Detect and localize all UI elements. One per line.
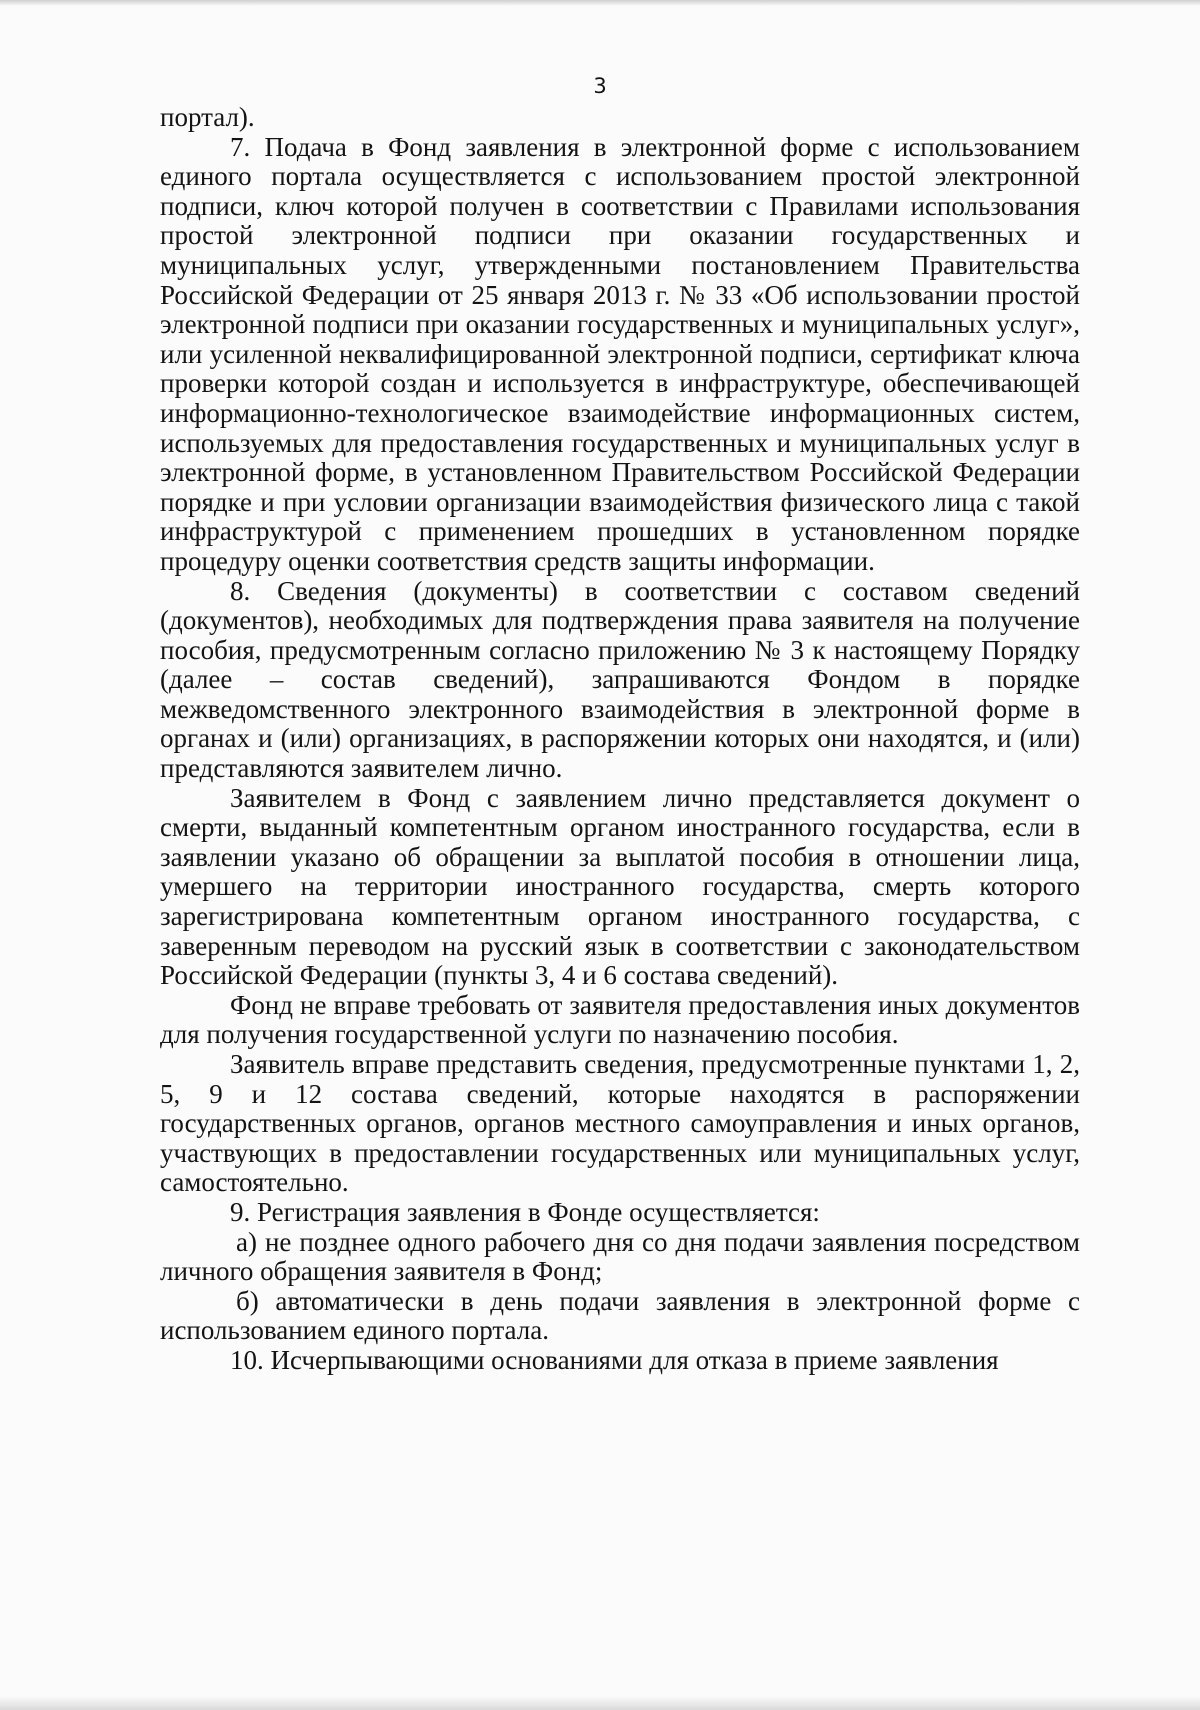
paragraph-applicant-right: Заявитель вправе представить сведения, предусмотренные пунктами 1, 2, 5, 9 и 12 состава сведений, которые находятся в распоряжении государственных органов, органов местного самоуправления и иных органов, участвующих в предоставлении государственных или муниципальных услуг, самостоятельно.: [160, 1049, 1080, 1198]
paragraph-no-extra-documents: Фонд не вправе требовать от заявителя предоставления иных документов для получения государственной услуги по назначению пособия.: [160, 989, 1080, 1050]
paragraph-9-registration: 9. Регистрация заявления в Фонде осуществляется:: [230, 1196, 820, 1227]
paragraph-9a: а) не позднее одного рабочего дня со дня подачи заявления посредством личного обращения заявителя в Фонд;: [160, 1226, 1080, 1287]
paragraph-10-refusal: 10. Исчерпывающими основаниями для отказа в приеме заявления: [230, 1344, 999, 1375]
paragraph-7-signature: 7. Подача в Фонд заявления в электронной форме с использованием единого портала осуществляется с использованием простой электронной подписи, ключ которой получен в соответствии с Правилами использования простой электронной подписи при оказании государственных и муниципальных услуг, утвержденными постановлением Правительства Российской Федерации от 25 января 2013 г. № 33 «Об использовании простой электронной подписи при оказании государственных и муниципальных услуг», или усиленной неквалифицированной электронной подписи, сертификат ключа проверки которой создан и используется в инфраструктуре, обеспечивающей информационно-технологическое взаимодействие информационных систем, используемых для предоставления государственных и муниципальных услуг в электронной форме, в установленном Правительством Российской Федерации порядке и при условии организации взаимодействия физического лица с такой инфраструктурой с применением прошедших в установленном порядке процедуру оценки соответствия средств защиты информации.: [160, 131, 1080, 576]
scan-edge-bottom: [0, 1696, 1200, 1710]
paragraph-portal-end: портал).: [160, 102, 255, 132]
paragraph-9b: б) автоматически в день подачи заявления в электронной форме с использованием единого портала.: [160, 1285, 1080, 1346]
paragraph-8-documents: 8. Сведения (документы) в соответствии с составом сведений (документов), необходимых для подтверждения права заявителя на получение пособия, предусмотренным согласно приложению № 3 к настоящему Порядку (далее – состав сведений), запрашиваются Фондом в порядке межведомственного электронного взаимодействия в электронной форме в органах и (или) организациях, в распоряжении которых они находятся, и (или) представляются заявителем лично.: [160, 575, 1080, 784]
page-number: 3: [593, 74, 607, 98]
scan-edge-top: [0, 0, 1200, 6]
document-body: [160, 103, 1080, 1376]
paragraph-death-certificate: Заявителем в Фонд с заявлением лично представляется документ о смерти, выданный компетентным органом иностранного государства, если в заявлении указано об обращении за выплатой пособия в отношении лица, умершего на территории иностранного государства, смерть которого зарегистрирована компетентным органом иностранного государства, с заверенным переводом на русский язык в соответствии с законодательством Российской Федерации (пункты 3, 4 и 6 состава сведений).: [160, 782, 1080, 991]
